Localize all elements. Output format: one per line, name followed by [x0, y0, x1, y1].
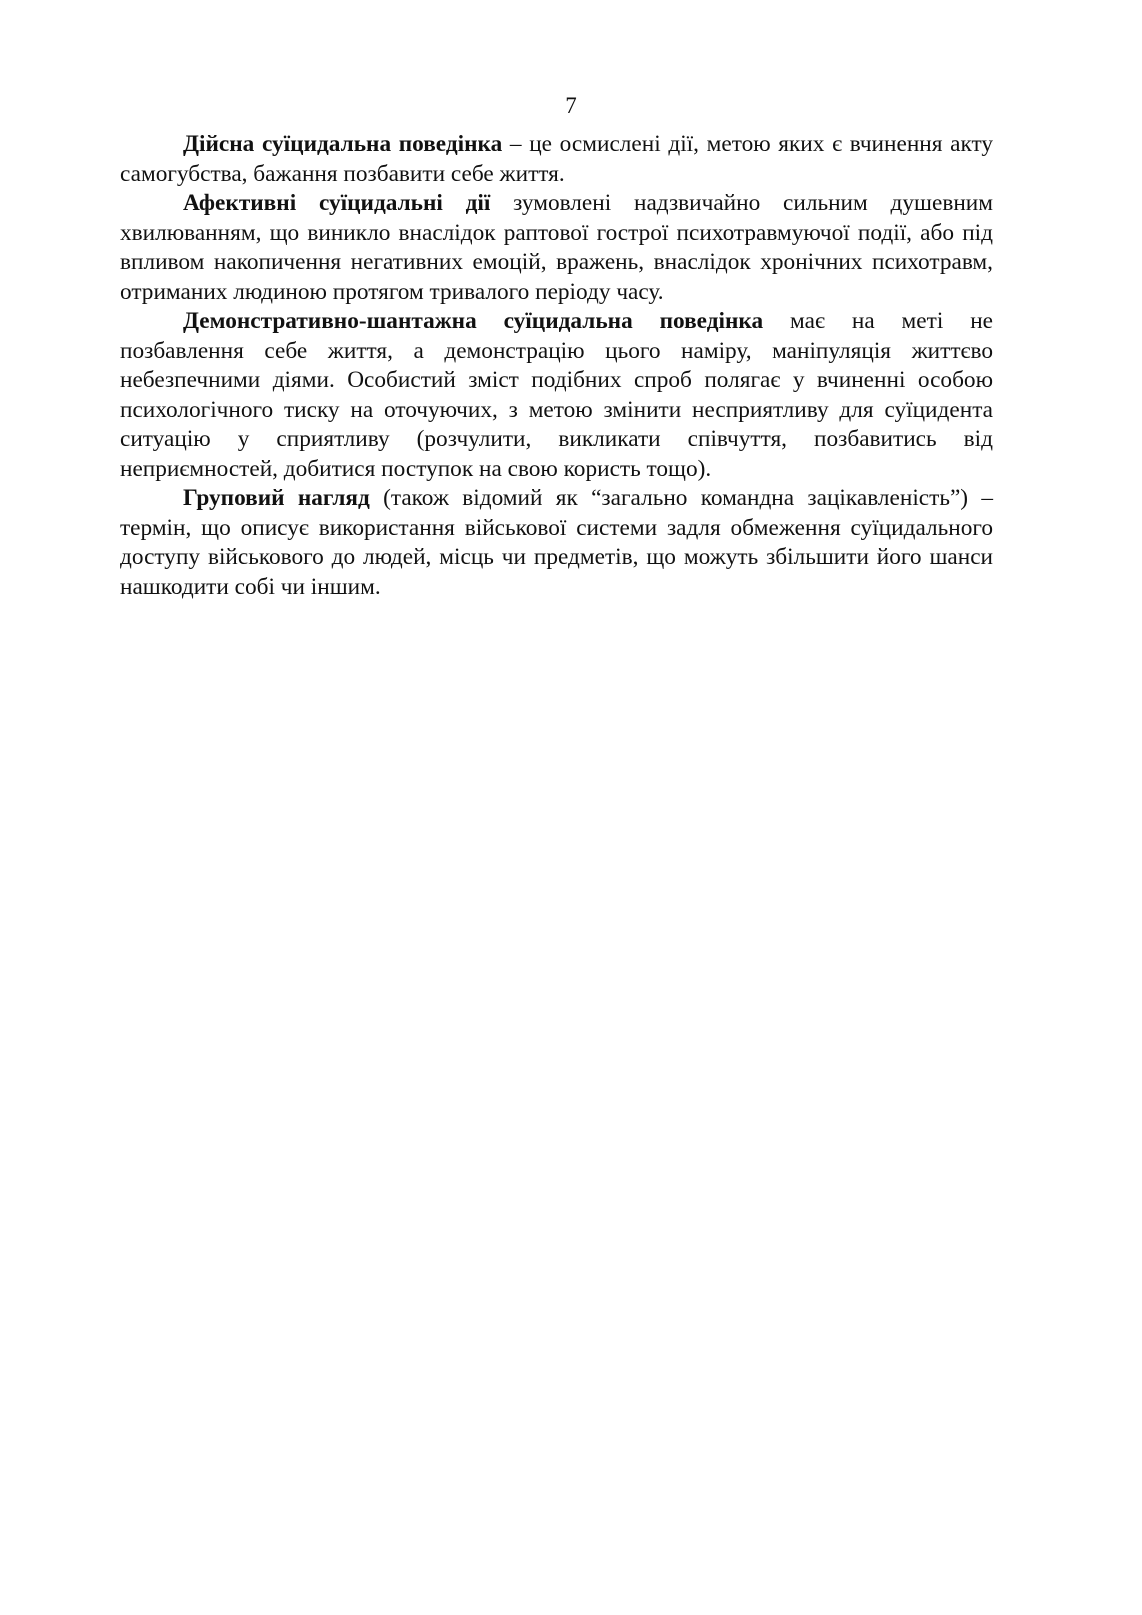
term-affective-suicidal-actions: Афективні суїцидальні дії [183, 190, 491, 216]
document-body [120, 130, 993, 602]
paragraph-demonstrative-suicidal-behavior [120, 307, 993, 484]
definition-group-supervision: (також відомий як “загально командна зацікавленість”) – термін, що описує використання військової системи задля обмеження суїцидального доступу військового до людей, місць чи предметів, що можуть збільшити його шанси нашкодити собі чи іншим. [120, 485, 993, 600]
definition-genuine-suicidal-behavior: – це осмислені дії, метою яких є вчинення акту самогубства, бажання позбавити себе життя. [120, 131, 994, 187]
paragraph-genuine-suicidal-behavior [120, 130, 993, 189]
page-number: 7 [565, 93, 577, 118]
term-group-supervision: Груповий нагляд [183, 485, 370, 511]
paragraph-group-supervision [120, 484, 993, 602]
definition-affective-suicidal-actions: зумовлені надзвичайно сильним душевним хвилюванням, що виникло внаслідок раптової гострої психотравмуючої події, або під впливом накопичення негативних емоцій, вражень, внаслідок хронічних психотравм, отриманих людиною протягом тривалого періоду часу. [120, 190, 994, 305]
term-genuine-suicidal-behavior: Дійсна суїцидальна поведінка [183, 131, 503, 157]
definition-demonstrative-suicidal-behavior: має на меті не позбавлення себе життя, а демонстрацію цього наміру, маніпуляція життєво небезпечними діями. Особистий зміст подібних спроб полягає у вчиненні особою психологічного тиску на оточуючих, з метою змінити несприятливу для суїцидента ситуацію у сприятливу (розчулити, викликати співчуття, позбавитись від неприємностей, добитися поступок на свою користь тощо). [120, 308, 993, 482]
term-demonstrative-suicidal-behavior: Демонстративно-шантажна суїцидальна поведінка [183, 308, 764, 334]
paragraph-affective-suicidal-actions [120, 189, 993, 307]
